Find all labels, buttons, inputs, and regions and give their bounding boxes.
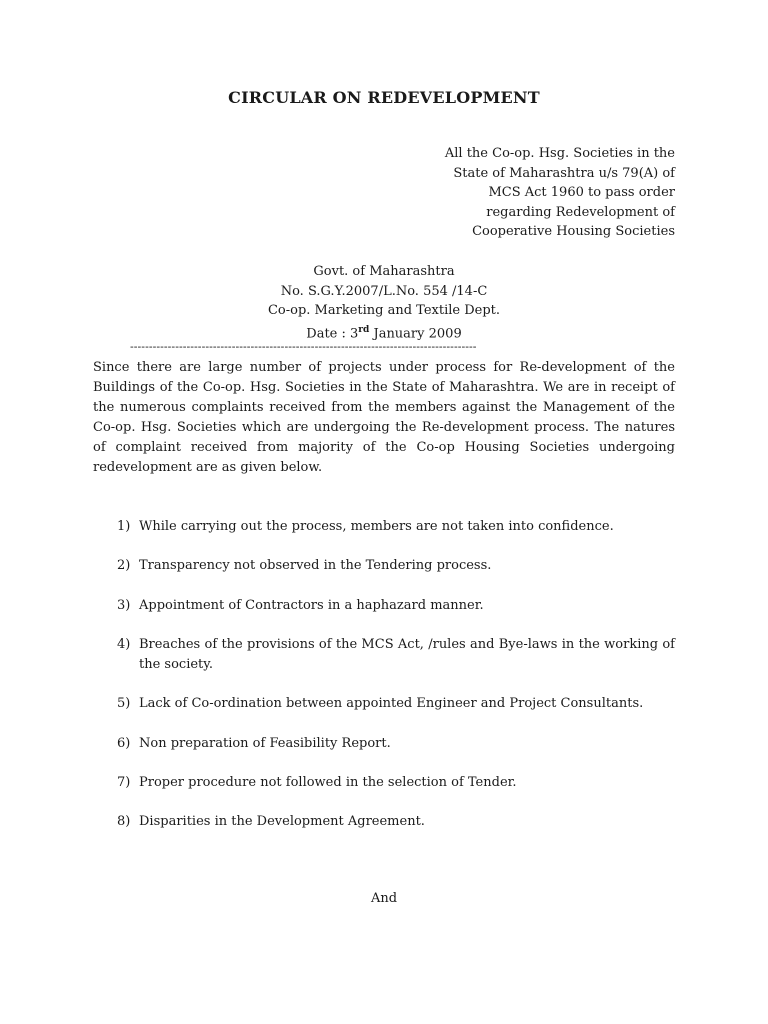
list-item bbox=[93, 596, 675, 616]
addressee-line: Cooperative Housing Societies bbox=[472, 224, 675, 240]
document-title: CIRCULAR ON REDEVELOPMENT bbox=[228, 88, 540, 107]
list-item-number: 7) bbox=[117, 774, 131, 790]
govt-name: Govt. of Maharashtra bbox=[313, 264, 455, 279]
addressee-line: State of Maharashtra u/s 79(A) of bbox=[453, 165, 675, 181]
list-item-number: 1) bbox=[117, 519, 131, 534]
list-item bbox=[93, 635, 675, 674]
separator-line: -------------------------------------------------------------------------------------------- bbox=[130, 340, 477, 353]
list-item-number: 4) bbox=[117, 637, 131, 653]
list-item-number: 3) bbox=[117, 597, 131, 613]
date-prefix: Date : 3 bbox=[306, 326, 359, 342]
list-item bbox=[93, 517, 675, 537]
list-item-text: Proper procedure not followed in the selection of Tender. bbox=[139, 774, 517, 790]
list-item-number: 5) bbox=[117, 696, 131, 712]
list-item bbox=[93, 773, 675, 793]
intro-paragraph: Since there are large number of projects under process for Re-development of the Buildings of the Co-op. Hsg. Societies in the State of Maharashtra. We are in receipt of the numerous complaints received from the members against the Management of the Co-op. Hsg. Societies which are undergoing the Re-development process. The natures of complaint received from majority of the Co-op Housing Societies undergoing redevelopment are as given below. bbox=[93, 360, 675, 475]
list-item-number: 6) bbox=[117, 735, 131, 751]
list-item-text: Lack of Co-ordination between appointed Engineer and Project Consultants. bbox=[139, 696, 644, 712]
complaints-list bbox=[93, 517, 675, 832]
list-item-text: Transparency not observed in the Tendering process. bbox=[139, 558, 492, 574]
reference-number: No. S.G.Y.2007/L.No. 554 /14-C bbox=[280, 283, 488, 299]
list-item bbox=[93, 812, 675, 832]
addressee-line: All the Co-op. Hsg. Societies in the bbox=[444, 146, 675, 161]
addressee-block bbox=[375, 144, 675, 242]
department-name: Co-op. Marketing and Textile Dept. bbox=[267, 303, 501, 319]
closing-word: And bbox=[370, 891, 398, 906]
list-item-text: Appointment of Contractors in a haphazard manner. bbox=[139, 597, 484, 613]
list-item-number: 2) bbox=[117, 558, 131, 574]
list-item-text: Disparities in the Development Agreement. bbox=[139, 814, 425, 830]
government-reference-block bbox=[0, 262, 768, 344]
date-ordinal-suffix: rd bbox=[358, 324, 370, 335]
addressee-line: MCS Act 1960 to pass order bbox=[488, 185, 675, 201]
list-item bbox=[93, 694, 675, 714]
list-item-text: Breaches of the provisions of the MCS Act, /rules and Bye-laws in the working of the society. bbox=[139, 637, 675, 672]
list-item-text: While carrying out the process, members are not taken into confidence. bbox=[139, 519, 614, 534]
list-item-number: 8) bbox=[117, 814, 131, 830]
list-item bbox=[93, 734, 675, 754]
list-item bbox=[93, 556, 675, 576]
list-item-text: Non preparation of Feasibility Report. bbox=[139, 735, 391, 751]
addressee-line: regarding Redevelopment of bbox=[486, 204, 675, 220]
date-rest: January 2009 bbox=[369, 326, 462, 342]
